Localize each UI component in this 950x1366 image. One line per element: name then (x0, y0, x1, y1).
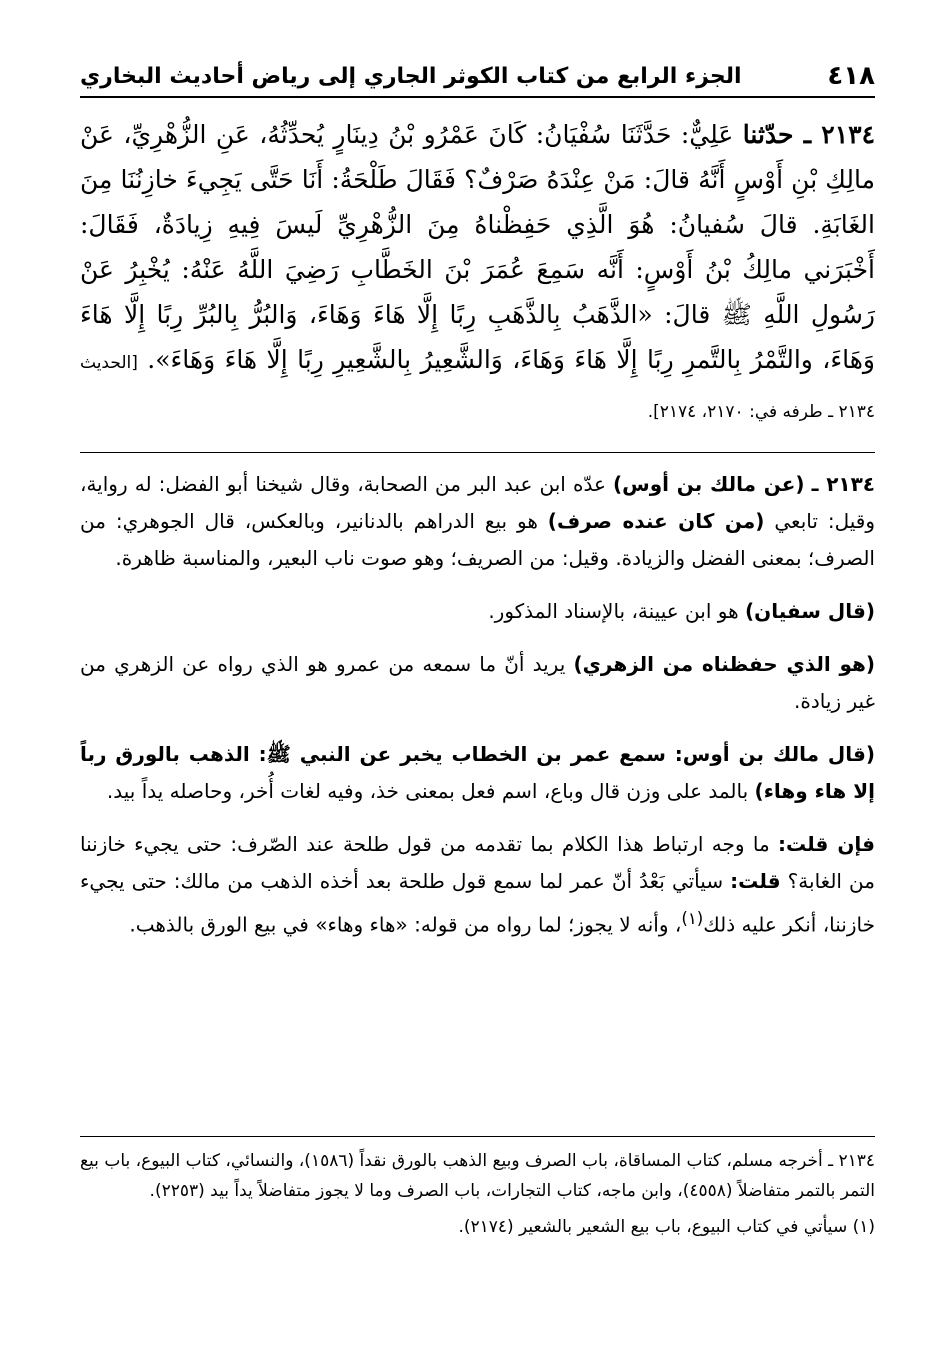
hadith-number: ٢١٣٤ ـ حدّثنا (742, 120, 875, 149)
footnotes (80, 1146, 875, 1248)
header-rule (80, 96, 875, 98)
section-rule (80, 452, 875, 453)
footnote: ٢١٣٤ ـ أخرجه مسلم، كتاب المساقاة، باب الصرف وبيع الذهب بالورق نقداً (١٥٨٦)، والنسائي، كتاب البيوع، باب بيع التمر بالتمر متفاضلاً (٤٥٥٨)، وابن ماجه، كتاب التجارات، باب الصرف وما لا يجوز متفاضلاً يداً بيد (٢٢٥٣). (80, 1151, 876, 1201)
commentary-text: يريد أنّ ما سمعه من عمرو هو الذي رواه عن الزهري من غير زيادة. (80, 652, 875, 713)
commentary-lemma: فإن قلت: (777, 832, 875, 856)
commentary-paragraph (80, 646, 875, 720)
commentary-lemma: (قال سفيان) (744, 599, 875, 623)
hadith-text (80, 112, 875, 435)
commentary-text: هو ابن عيينة، بالإسناد المذكور. (488, 599, 745, 623)
page-number: ٤١٨ (827, 61, 875, 91)
commentary-paragraph (80, 466, 875, 577)
hadith-reference: [الحديث ٢١٣٤ ـ طرفه في: ٢١٧٠، ٢١٧٤]. (80, 353, 875, 422)
commentary-lemma: قلت: (730, 869, 781, 893)
footnote: (١) سيأتي في كتاب البيوع، باب بيع الشعير بالشعير (٢١٧٤). (458, 1217, 875, 1237)
footnote-rule (80, 1136, 875, 1137)
commentary-text: عدّه ابن عبد البر من الصحابة، وقال شيخنا أبو الفضل: له رواية، وقيل: تابعي (80, 472, 875, 533)
page-header (80, 56, 875, 96)
commentary-text: هو بيع الدراهم بالدنانير، وبالعكس، قال الجوهري: من الصرف؛ بمعنى الفضل والزيادة. وقيل: من الصريف؛ وهو صوت ناب البعير، والمناسبة ظاهرة. (80, 509, 875, 570)
footnote-marker: (١) (681, 909, 704, 928)
commentary-text: ، وأنه لا يجوز؛ لما رواه من قوله: «هاء وهاء» في بيع الورق بالذهب. (129, 912, 682, 937)
commentary (80, 466, 875, 960)
commentary-lemma: (هو الذي حفظناه من الزهري) (573, 652, 876, 676)
hadith-body: عَلِيٌّ: حَدَّثَنَا سُفْيَانُ: كَانَ عَمْرُو بْنُ دِينَارٍ يُحدِّثُهُ، عَنِ الزُّهْرِيِّ، عَنْ مالِكِ بْنِ أَوْسٍ أَنَّهُ قالَ: مَنْ عِنْدَهُ صَرْفٌ؟ فَقَالَ طَلْحَةُ: أَنَا حَتَّى يَجِيءَ خازِنُنَا مِنَ الغَابَةِ. قالَ سُفيانُ: هُوَ الَّذِي حَفِظْناهُ مِنَ الزُّهْرِيِّ لَيسَ فِيهِ زِيادَةٌ، فَقَالَ: أَخْبَرَني مالِكُ بْنُ أَوْسٍ: أَنَّه سَمِعَ عُمَرَ بْنَ الخَطَّابِ رَضِيَ اللَّهُ عَنْهُ: يُخْبِرُ عَنْ رَسُولِ اللَّهِ ﷺ قالَ: «الذَّهَبُ بِالذَّهَبِ رِبًا إِلَّا هَاءَ وَهَاءَ، وَالبُرُّ بِالبُرِّ رِبًا إِلَّا هَاءَ وَهَاءَ، والتَّمْرُ بِالتَّمرِ رِبًا إِلَّا هَاءَ وَهَاءَ، وَالشَّعِيرُ بِالشَّعِيرِ رِبًا إِلَّا هَاءَ وَهَاءَ». (80, 120, 875, 374)
commentary-lemma: (قال مالك بن أوس: سمع عمر بن الخطاب يخبر عن النبي ﷺ: الذهب بالورق رباً إلا هاء وهاء) (80, 742, 875, 803)
commentary-text: ما وجه ارتباط هذا الكلام بما تقدمه من قول طلحة عند الصّرف: حتى يجيء خازننا من الغابة؟ (80, 832, 875, 893)
commentary-paragraph (80, 593, 875, 630)
commentary-paragraph (80, 826, 875, 944)
commentary-lemma: (من كان عنده صرف) (547, 509, 765, 533)
running-title: الجزء الرابع من كتاب الكوثر الجاري إلى رياض أحاديث البخاري (80, 63, 742, 89)
commentary-text: سيأتي بَعْدُ أنّ عمر لما سمع قول طلحة بعد أخذه الذهب من مالك: حتى يجيء خازننا، أنكر عليه ذلك (80, 869, 875, 937)
commentary-number: ٢١٣٤ ـ (811, 472, 876, 496)
commentary-paragraph (80, 736, 875, 810)
commentary-lemma: (عن مالك بن أوس) (613, 472, 805, 496)
commentary-text: بالمد على وزن قال وباع، اسم فعل بمعنى خذ، وفيه لغات أُخر، وحاصله يداً بيد. (106, 779, 755, 803)
